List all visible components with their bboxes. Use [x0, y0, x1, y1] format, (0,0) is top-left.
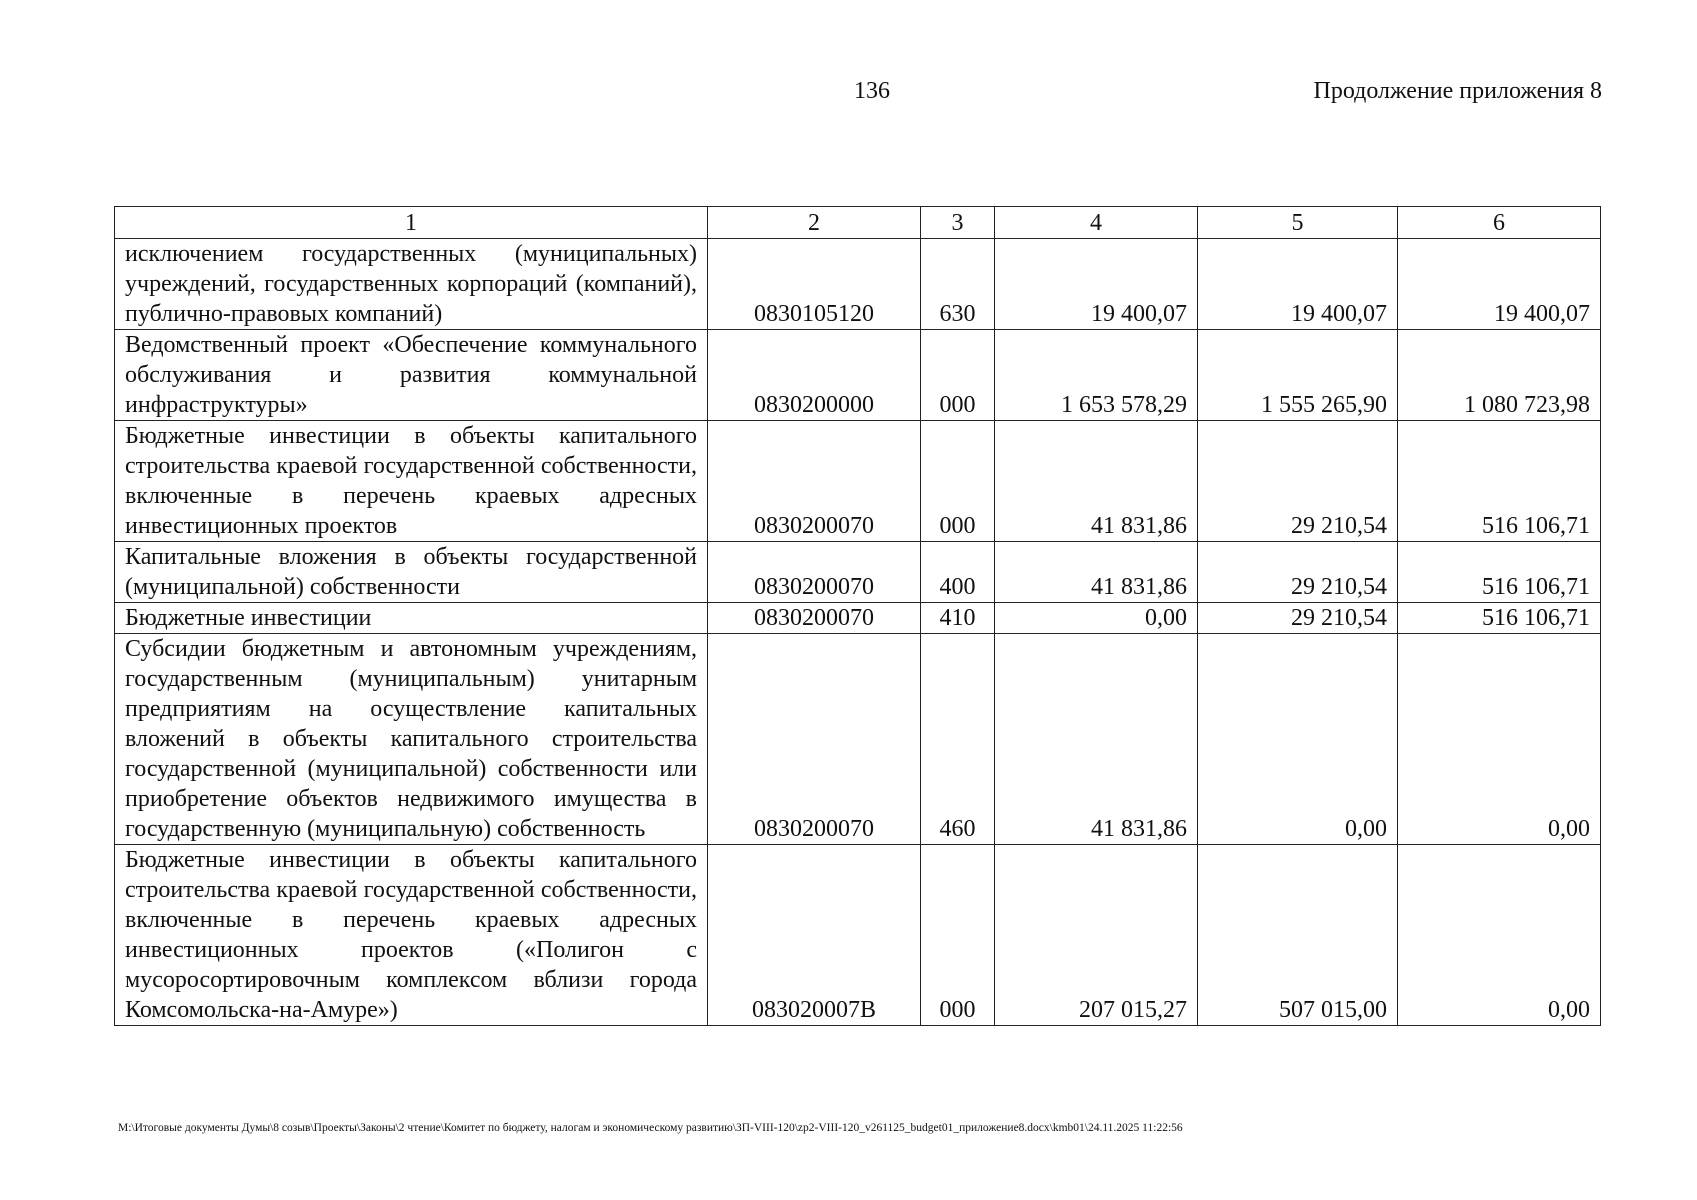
- page-number: 136: [854, 78, 890, 104]
- row-sum-2: 1 555 265,90: [1198, 330, 1398, 421]
- table-row: [115, 421, 1601, 542]
- row-name: Бюджетные инвестиции в объекты капитального строительства краевой государственной собственности, включенные в перечень краевых адресных инвестиционных проектов: [115, 421, 708, 542]
- column-number: 4: [995, 207, 1198, 239]
- continuation-title: Продолжение приложения 8: [1313, 78, 1602, 104]
- row-sum-2: 29 210,54: [1198, 603, 1398, 634]
- row-sum-2: 19 400,07: [1198, 239, 1398, 330]
- row-expense-type: 400: [921, 542, 995, 603]
- row-name: Субсидии бюджетным и автономным учреждениям, государственным (муниципальным) унитарным предприятиям на осуществление капитальных вложений в объекты капитального строительства государственной (муниципальной) собственности или приобретение объектов недвижимого имущества в государственную (муниципальную) собственность: [115, 634, 708, 845]
- row-code: 083020007В: [708, 845, 921, 1026]
- table-row: [115, 845, 1601, 1026]
- table-row: [115, 542, 1601, 603]
- row-sum-1: 1 653 578,29: [995, 330, 1198, 421]
- row-expense-type: 630: [921, 239, 995, 330]
- column-number-row: [115, 207, 1601, 239]
- column-number: 2: [708, 207, 921, 239]
- row-sum-3: 516 106,71: [1398, 542, 1601, 603]
- row-sum-3: 516 106,71: [1398, 603, 1601, 634]
- row-code: 0830200070: [708, 421, 921, 542]
- row-sum-1: 41 831,86: [995, 421, 1198, 542]
- table-row: [115, 239, 1601, 330]
- row-expense-type: 000: [921, 421, 995, 542]
- budget-table: [114, 206, 1601, 1026]
- row-code: 0830200070: [708, 634, 921, 845]
- row-sum-3: 0,00: [1398, 634, 1601, 845]
- table-row: [115, 634, 1601, 845]
- row-sum-3: 0,00: [1398, 845, 1601, 1026]
- row-name: исключением государственных (муниципальных) учреждений, государственных корпораций (компаний), публично-правовых компаний): [115, 239, 708, 330]
- row-expense-type: 410: [921, 603, 995, 634]
- footer-file-path: M:\Итоговые документы Думы\8 созыв\Проекты\Законы\2 чтение\Комитет по бюджету, налогам и экономическому развитию\ЗП-VIII-120\zp2-VIII-120_v261125_budget01_приложение8.docx\kmb01\24.11.2025 11:22:56: [118, 1122, 1183, 1134]
- row-code: 0830200070: [708, 603, 921, 634]
- row-expense-type: 000: [921, 845, 995, 1026]
- row-sum-1: 0,00: [995, 603, 1198, 634]
- row-name: Бюджетные инвестиции: [115, 603, 708, 634]
- column-number: 6: [1398, 207, 1601, 239]
- row-sum-3: 19 400,07: [1398, 239, 1601, 330]
- row-sum-3: 1 080 723,98: [1398, 330, 1601, 421]
- row-code: 0830200000: [708, 330, 921, 421]
- row-name: Ведомственный проект «Обеспечение коммунального обслуживания и развития коммунальной инфраструктуры»: [115, 330, 708, 421]
- row-expense-type: 460: [921, 634, 995, 845]
- row-sum-2: 507 015,00: [1198, 845, 1398, 1026]
- row-code: 0830105120: [708, 239, 921, 330]
- row-sum-3: 516 106,71: [1398, 421, 1601, 542]
- table-row: [115, 330, 1601, 421]
- row-expense-type: 000: [921, 330, 995, 421]
- row-code: 0830200070: [708, 542, 921, 603]
- column-number: 1: [115, 207, 708, 239]
- table-row: [115, 603, 1601, 634]
- row-sum-1: 207 015,27: [995, 845, 1198, 1026]
- row-sum-1: 41 831,86: [995, 634, 1198, 845]
- row-name: Капитальные вложения в объекты государственной (муниципальной) собственности: [115, 542, 708, 603]
- row-name: Бюджетные инвестиции в объекты капитального строительства краевой государственной собственности, включенные в перечень краевых адресных инвестиционных проектов («Полигон с мусоросортировочным комплексом вблизи города Комсомольска-на-Амуре»): [115, 845, 708, 1026]
- column-number: 5: [1198, 207, 1398, 239]
- row-sum-2: 0,00: [1198, 634, 1398, 845]
- column-number: 3: [921, 207, 995, 239]
- row-sum-1: 19 400,07: [995, 239, 1198, 330]
- row-sum-1: 41 831,86: [995, 542, 1198, 603]
- row-sum-2: 29 210,54: [1198, 421, 1398, 542]
- row-sum-2: 29 210,54: [1198, 542, 1398, 603]
